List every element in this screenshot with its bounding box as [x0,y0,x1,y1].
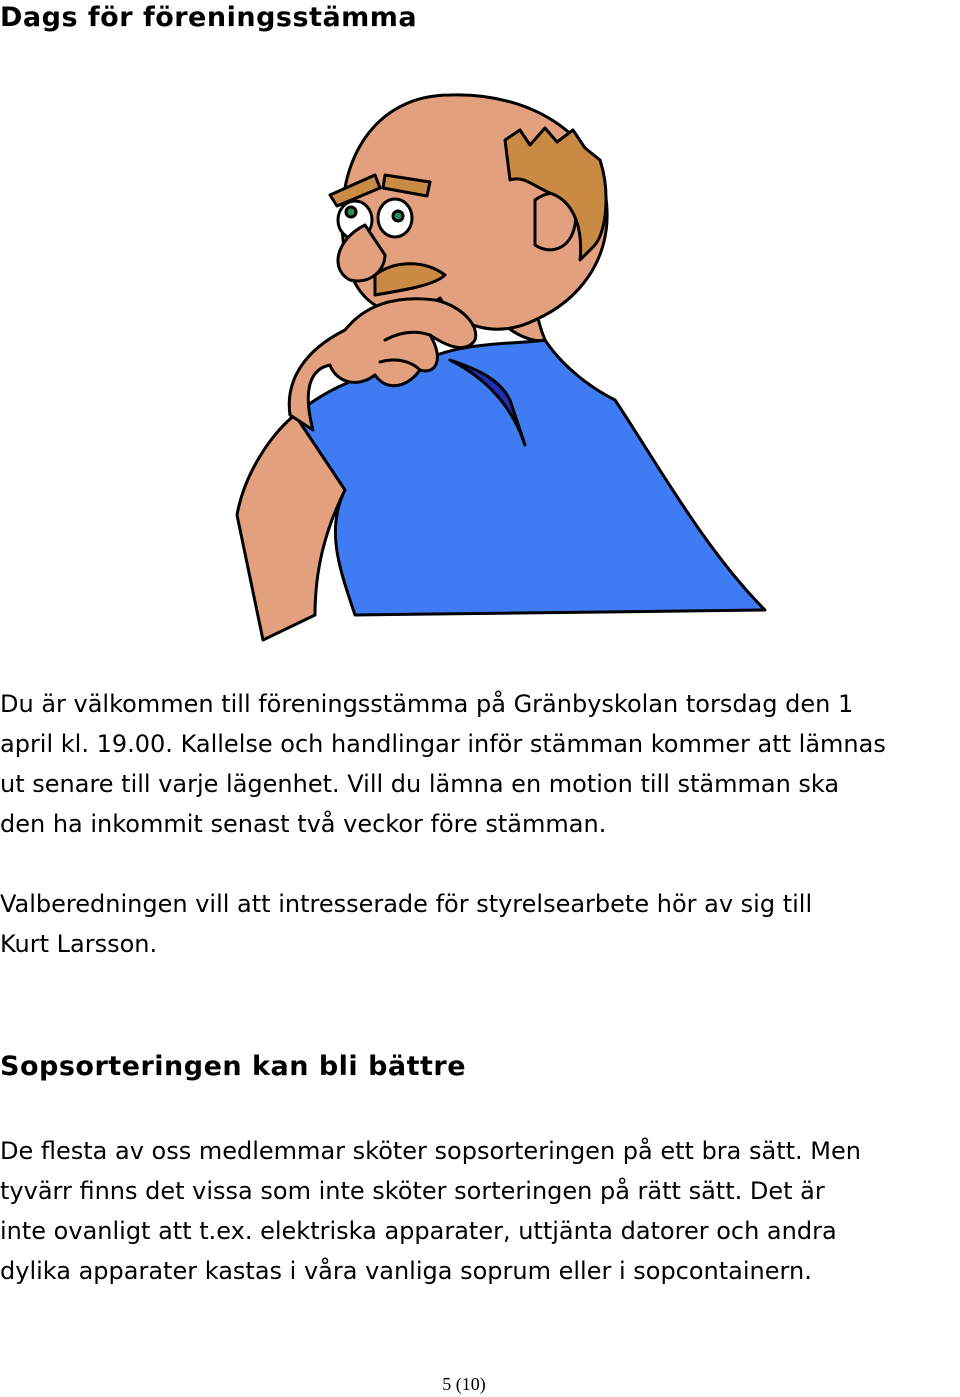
intro-line: den ha inkommit senast två veckor före stämman. [0,810,607,838]
page-number: 5 (10) [442,1374,486,1394]
nomination-line: Kurt Larsson. [0,930,158,958]
intro-line: ut senare till varje lägenhet. Vill du lämna en motion till stämman ska [0,770,840,798]
sorting-paragraph [0,1131,861,1291]
section-title: Sopsorteringen kan bli bättre [0,1051,467,1082]
nomination-line: Valberedningen vill att intresserade för styrelsearbete hör av sig till [0,890,813,918]
intro-paragraph [0,684,886,844]
sorting-line: De flesta av oss medlemmar sköter sopsorteringen på ett bra sätt. Men [0,1137,861,1165]
sorting-line: tyvärr finns det vissa som inte sköter sorteringen på rätt sätt. Det är [0,1177,825,1205]
nomination-paragraph [0,884,812,964]
intro-line: Du är välkommen till föreningsstämma på Gränbyskolan torsdag den 1 [0,690,854,718]
man-thinking-icon [235,70,775,650]
page-title: Dags för föreningsstämma [0,2,418,33]
intro-line: april kl. 19.00. Kallelse och handlingar inför stämman kommer att lämnas [0,730,886,758]
sorting-line: inte ovanligt att t.ex. elektriska apparater, uttjänta datorer och andra [0,1217,837,1245]
sorting-line: dylika apparater kastas i våra vanliga soprum eller i sopcontainern. [0,1257,812,1285]
